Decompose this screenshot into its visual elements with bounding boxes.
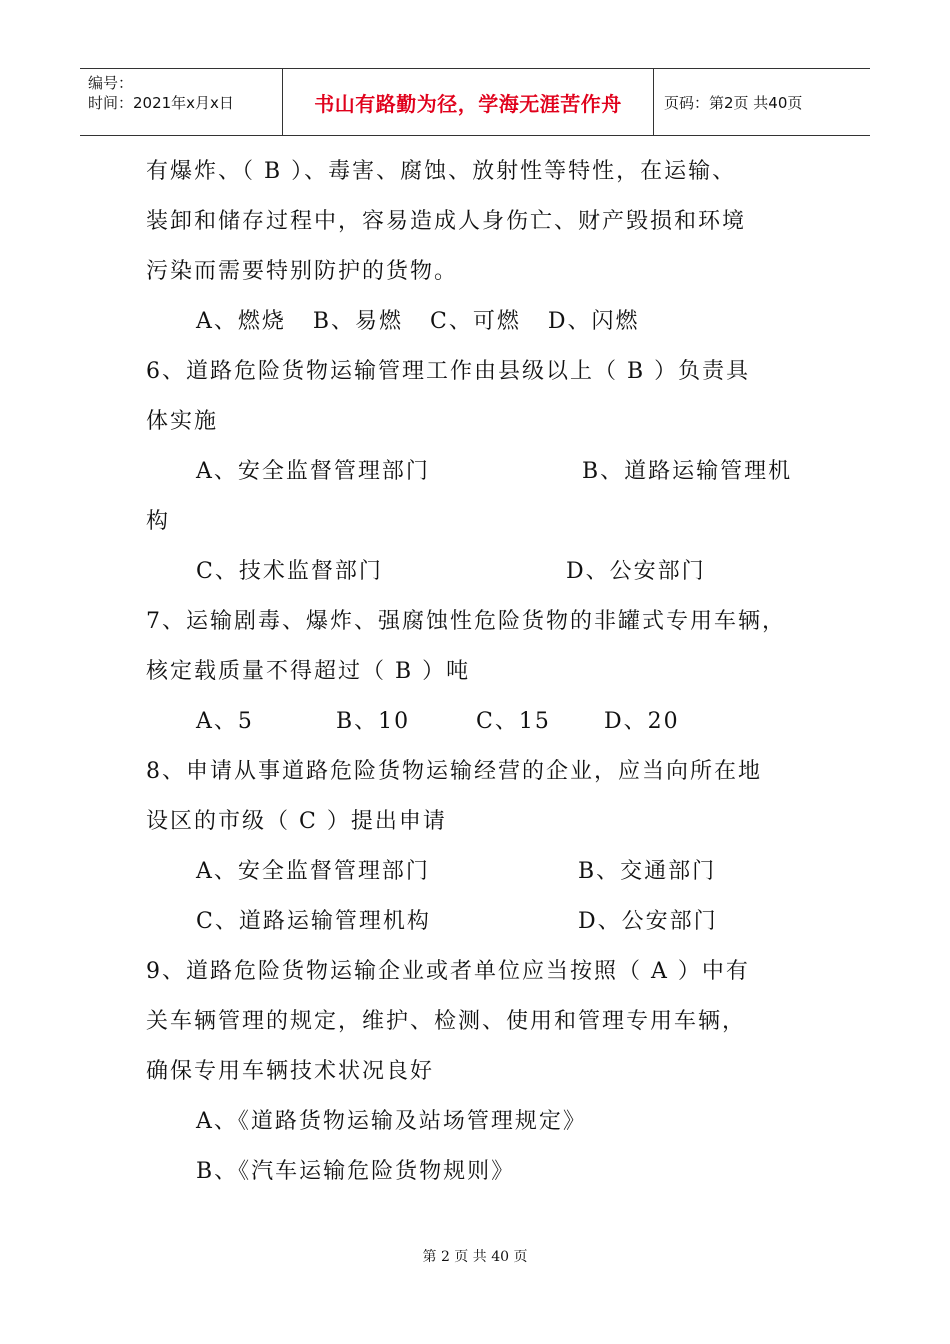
question-9: 9、道路危险货物运输企业或者单位应当按照（ A ）中有: [146, 959, 750, 984]
option-b: B、10: [336, 709, 411, 734]
option-a: A、安全监督管理部门: [196, 859, 430, 884]
option-d: D、公安部门: [566, 559, 706, 584]
header-page-info: 页码：第2页 共40页: [664, 93, 803, 112]
page-footer: 第 2 页 共 40 页: [422, 1249, 528, 1265]
question-6: 6、道路危险货物运输管理工作由县级以上（ B ）负责具: [146, 359, 751, 384]
option-d: D、20: [604, 709, 680, 734]
header-number-label: 编号：: [88, 74, 134, 92]
option-a: A、《道路货物运输及站场管理规定》: [196, 1109, 587, 1134]
option-c: C、技术监督部门: [196, 559, 383, 584]
text-line: 关车辆管理的规定，维护、检测、使用和管理专用车辆，: [146, 1009, 747, 1034]
option-b: B、《汽车运输危险货物规则》: [196, 1159, 516, 1184]
text-line: 构: [146, 509, 171, 534]
text-line: 确保专用车辆技术状况良好: [146, 1059, 435, 1084]
option-line: A、燃烧 B、易燃 C、可燃 D、闪燃: [196, 309, 640, 334]
question-7: 7、运输剧毒、爆炸、强腐蚀性危险货物的非罐式专用车辆，: [146, 609, 786, 634]
text-line: 设区的市级（ C ）提出申请: [146, 809, 447, 834]
page-header: [80, 68, 870, 136]
option-c: C、15: [476, 709, 551, 734]
header-time-label: 时间：2021年x月x日: [88, 94, 234, 112]
text-line: 体实施: [146, 409, 219, 434]
option-a: A、5: [196, 709, 254, 734]
text-line: 有爆炸、（ B ）、毒害、腐蚀、放射性等特性，在运输、: [146, 159, 737, 184]
question-8: 8、申请从事道路危险货物运输经营的企业，应当向所在地: [146, 759, 762, 784]
header-meta: [80, 69, 282, 135]
option-b: B、道路运输管理机: [582, 459, 793, 484]
header-motto: 书山有路勤为径，学海无涯苦作舟: [282, 69, 654, 135]
option-c: C、道路运输管理机构: [196, 909, 431, 934]
text-line: 装卸和储存过程中，容易造成人身伤亡、财产毁损和环境: [146, 209, 747, 234]
text-line: 核定载质量不得超过（ B ）吨: [146, 659, 471, 684]
text-line: 污染而需要特别防护的货物。: [146, 259, 459, 284]
option-b: B、交通部门: [578, 859, 717, 884]
option-d: D、公安部门: [578, 909, 718, 934]
option-a: A、安全监督管理部门: [196, 459, 430, 484]
